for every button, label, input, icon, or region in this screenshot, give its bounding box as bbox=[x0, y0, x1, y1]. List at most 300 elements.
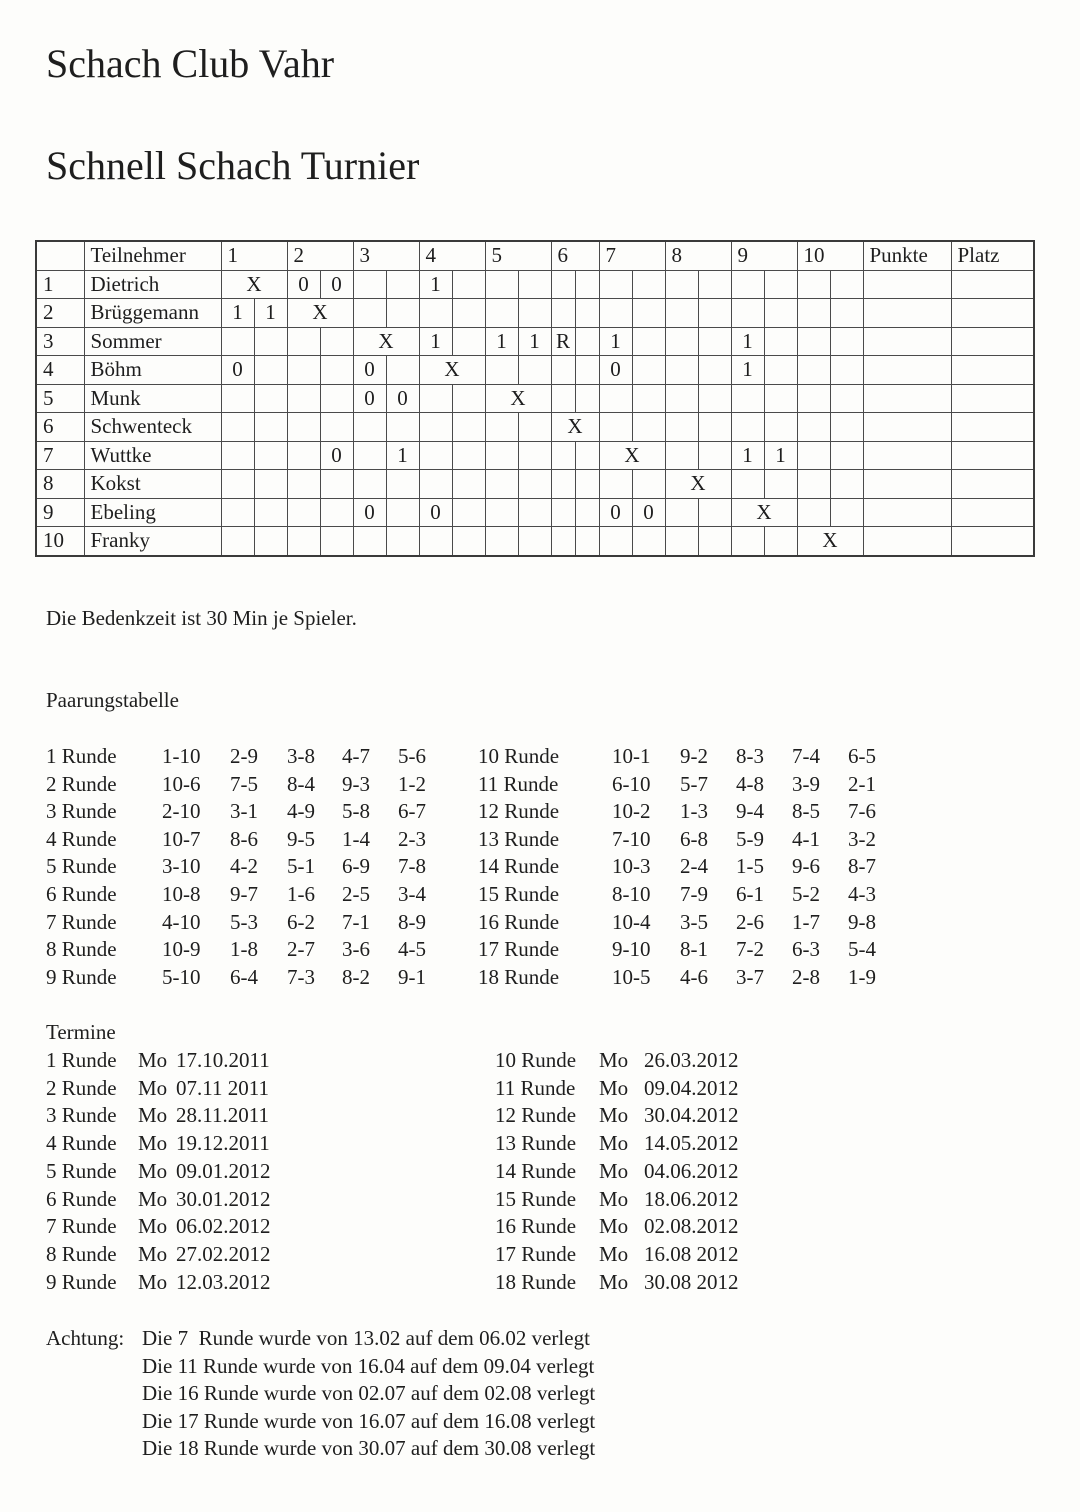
result-cell bbox=[386, 527, 419, 556]
result-cell: 1 bbox=[386, 441, 419, 470]
pairing-round-label: 11 Runde bbox=[478, 771, 559, 796]
schedule-date: 12.03.2012 bbox=[176, 1269, 271, 1294]
result-cell bbox=[320, 327, 353, 356]
result-cell bbox=[386, 299, 419, 328]
pairing-game: 8-3 bbox=[736, 744, 764, 768]
header-blank-cell bbox=[36, 241, 84, 270]
schedule-row bbox=[0, 1187, 1000, 1215]
player-name: Schwenteck bbox=[84, 413, 221, 442]
result-cell bbox=[665, 356, 698, 385]
notice-line: Die 7 Runde wurde von 13.02 auf dem 06.02 verlegt bbox=[142, 1326, 590, 1350]
pairing-game: 7-8 bbox=[398, 854, 426, 879]
result-cell bbox=[221, 498, 254, 527]
result-cell bbox=[632, 327, 665, 356]
pairing-game: 10-8 bbox=[162, 882, 201, 906]
result-cell bbox=[665, 527, 698, 556]
result-cell: 1 bbox=[731, 356, 764, 385]
self-cross-cell: X bbox=[353, 327, 419, 356]
player-name: Franky bbox=[84, 527, 221, 556]
pairing-game: 4-6 bbox=[680, 964, 708, 989]
result-cell bbox=[353, 527, 386, 556]
result-cell bbox=[764, 299, 797, 328]
result-cell bbox=[632, 356, 665, 385]
pairing-game: 3-1 bbox=[230, 799, 258, 824]
result-cell bbox=[797, 441, 830, 470]
points-cell bbox=[863, 470, 951, 499]
result-cell bbox=[797, 470, 830, 499]
result-cell bbox=[830, 441, 863, 470]
result-cell bbox=[698, 270, 731, 299]
result-cell bbox=[518, 441, 551, 470]
result-cell bbox=[575, 441, 599, 470]
pairing-game: 5-6 bbox=[398, 744, 426, 768]
schedule-date: 04.06.2012 bbox=[644, 1158, 739, 1183]
pairing-game: 5-3 bbox=[230, 909, 258, 934]
schedule-row bbox=[0, 1270, 1000, 1298]
self-cross-cell: X bbox=[665, 470, 731, 499]
pairing-row bbox=[0, 937, 1000, 965]
schedule-weekday: Mo bbox=[138, 1186, 168, 1211]
pairing-game: 9-2 bbox=[680, 744, 708, 768]
schedule-weekday: Mo bbox=[599, 1186, 629, 1211]
pairing-game: 7-5 bbox=[230, 771, 258, 796]
player-number: 8 bbox=[36, 470, 84, 499]
result-cell bbox=[830, 413, 863, 442]
schedule-weekday: Mo bbox=[599, 1241, 629, 1266]
pairing-game: 2-1 bbox=[848, 771, 876, 796]
result-cell bbox=[665, 441, 698, 470]
schedule-round: 13 Runde bbox=[495, 1131, 577, 1156]
result-cell bbox=[830, 384, 863, 413]
result-cell bbox=[830, 356, 863, 385]
schedule-weekday: Mo bbox=[599, 1131, 629, 1156]
pairing-game: 7-10 bbox=[612, 826, 651, 851]
schedule-weekday: Mo bbox=[138, 1269, 168, 1294]
result-cell bbox=[254, 498, 287, 527]
schedule-row bbox=[0, 1131, 1000, 1159]
crosstable-row bbox=[36, 356, 1034, 385]
result-cell bbox=[452, 384, 485, 413]
result-cell bbox=[353, 470, 386, 499]
pairing-row bbox=[0, 744, 1000, 772]
result-cell bbox=[575, 498, 599, 527]
pairing-row bbox=[0, 882, 1000, 910]
self-cross-cell: X bbox=[551, 413, 599, 442]
result-cell bbox=[287, 413, 320, 442]
player-name: Kokst bbox=[84, 470, 221, 499]
pairing-game: 6-5 bbox=[848, 744, 876, 768]
result-cell bbox=[731, 299, 764, 328]
result-cell bbox=[599, 413, 632, 442]
result-cell bbox=[386, 356, 419, 385]
result-cell: 0 bbox=[599, 356, 632, 385]
result-cell bbox=[551, 299, 575, 328]
result-cell: 0 bbox=[353, 498, 386, 527]
result-cell bbox=[830, 470, 863, 499]
pairing-game: 7-9 bbox=[680, 882, 708, 906]
pairing-game: 1-2 bbox=[398, 771, 426, 796]
pairing-round-label: 10 Runde bbox=[478, 744, 560, 768]
self-cross-cell: X bbox=[599, 441, 665, 470]
result-cell bbox=[452, 470, 485, 499]
result-cell: 1 bbox=[485, 327, 518, 356]
result-cell bbox=[575, 527, 599, 556]
self-cross-cell: X bbox=[731, 498, 797, 527]
player-name: Böhm bbox=[84, 356, 221, 385]
pairing-game: 3-7 bbox=[736, 964, 764, 989]
schedule-row bbox=[0, 1159, 1000, 1187]
header-opponent-9: 9 bbox=[731, 241, 797, 270]
pairing-game: 10-9 bbox=[162, 937, 201, 962]
crosstable-row bbox=[36, 498, 1034, 527]
pairing-row bbox=[0, 965, 1000, 993]
player-number: 9 bbox=[36, 498, 84, 527]
result-cell bbox=[518, 527, 551, 556]
schedule-round: 9 Runde bbox=[46, 1269, 117, 1294]
result-cell bbox=[221, 327, 254, 356]
result-cell bbox=[797, 413, 830, 442]
schedule-weekday: Mo bbox=[599, 1048, 629, 1072]
self-cross-cell: X bbox=[797, 527, 863, 556]
schedule-round: 7 Runde bbox=[46, 1214, 117, 1239]
pairing-game: 8-10 bbox=[612, 882, 651, 906]
pairing-game: 6-3 bbox=[792, 937, 820, 962]
schedule-weekday: Mo bbox=[599, 1269, 629, 1294]
result-cell bbox=[665, 384, 698, 413]
pairing-game: 1-4 bbox=[342, 826, 370, 851]
result-cell bbox=[830, 299, 863, 328]
result-cell bbox=[353, 299, 386, 328]
result-cell: 0 bbox=[419, 498, 452, 527]
result-cell bbox=[797, 498, 830, 527]
pairing-round-label: 1 Runde bbox=[46, 744, 117, 768]
pairing-game: 3-9 bbox=[792, 771, 820, 796]
result-cell bbox=[797, 356, 830, 385]
result-cell bbox=[575, 470, 599, 499]
place-cell bbox=[951, 384, 1034, 413]
result-cell bbox=[698, 498, 731, 527]
pairing-game: 5-10 bbox=[162, 964, 201, 989]
schedule-round: 17 Runde bbox=[495, 1241, 577, 1266]
points-cell bbox=[863, 299, 951, 328]
pairing-round-label: 17 Runde bbox=[478, 937, 560, 962]
result-cell bbox=[632, 527, 665, 556]
result-cell: 1 bbox=[731, 441, 764, 470]
result-cell: 1 bbox=[518, 327, 551, 356]
result-cell bbox=[287, 441, 320, 470]
result-cell: 1 bbox=[419, 270, 452, 299]
result-cell bbox=[221, 413, 254, 442]
place-cell bbox=[951, 356, 1034, 385]
result-cell bbox=[830, 498, 863, 527]
schedule-weekday: Mo bbox=[138, 1158, 168, 1183]
result-cell bbox=[632, 413, 665, 442]
pairing-game: 1-10 bbox=[162, 744, 201, 768]
result-cell bbox=[599, 527, 632, 556]
schedule-weekday: Mo bbox=[138, 1103, 168, 1128]
result-cell: 1 bbox=[419, 327, 452, 356]
pairing-game: 3-6 bbox=[342, 937, 370, 962]
result-cell bbox=[830, 270, 863, 299]
pairing-game: 5-8 bbox=[342, 799, 370, 824]
player-number: 3 bbox=[36, 327, 84, 356]
result-cell bbox=[731, 470, 764, 499]
result-cell bbox=[452, 527, 485, 556]
result-cell bbox=[452, 299, 485, 328]
pairing-round-label: 3 Runde bbox=[46, 799, 117, 824]
player-name: Dietrich bbox=[84, 270, 221, 299]
pairing-game: 2-3 bbox=[398, 826, 426, 851]
schedule-date: 06.02.2012 bbox=[176, 1214, 271, 1239]
crosstable-row bbox=[36, 527, 1034, 556]
result-cell bbox=[221, 470, 254, 499]
self-cross-cell: X bbox=[419, 356, 485, 385]
pairings-heading: Paarungstabelle bbox=[46, 688, 179, 712]
pairing-round-label: 14 Runde bbox=[478, 854, 560, 879]
pairing-row bbox=[0, 854, 1000, 882]
pairing-game: 6-10 bbox=[612, 771, 651, 796]
schedule-weekday: Mo bbox=[599, 1158, 629, 1183]
header-opponent-8: 8 bbox=[665, 241, 731, 270]
result-cell bbox=[731, 384, 764, 413]
result-cell bbox=[764, 527, 797, 556]
pairing-round-label: 4 Runde bbox=[46, 826, 117, 851]
pairing-game: 9-10 bbox=[612, 937, 651, 962]
pairing-game: 5-7 bbox=[680, 771, 708, 796]
pairing-round-label: 9 Runde bbox=[46, 964, 117, 989]
header-participant: Teilnehmer bbox=[84, 241, 221, 270]
result-cell bbox=[419, 384, 452, 413]
schedule-date: 07.11 2011 bbox=[176, 1075, 269, 1100]
self-cross-cell: X bbox=[485, 384, 551, 413]
result-cell bbox=[764, 270, 797, 299]
crosstable-row bbox=[36, 413, 1034, 442]
pairing-game: 7-3 bbox=[287, 964, 315, 989]
pairing-row bbox=[0, 799, 1000, 827]
pairing-game: 6-2 bbox=[287, 909, 315, 934]
schedule-date: 28.11.2011 bbox=[176, 1103, 269, 1128]
schedule-date: 09.04.2012 bbox=[644, 1075, 739, 1100]
result-cell bbox=[320, 498, 353, 527]
pairing-game: 4-7 bbox=[342, 744, 370, 768]
pairing-game: 2-10 bbox=[162, 799, 201, 824]
schedule-date: 26.03.2012 bbox=[644, 1048, 739, 1072]
pairing-game: 10-1 bbox=[612, 744, 651, 768]
pairing-game: 3-5 bbox=[680, 909, 708, 934]
pairing-game: 1-8 bbox=[230, 937, 258, 962]
player-name: Munk bbox=[84, 384, 221, 413]
result-cell bbox=[518, 498, 551, 527]
result-cell bbox=[698, 413, 731, 442]
result-cell bbox=[254, 413, 287, 442]
result-cell bbox=[551, 384, 575, 413]
pairing-game: 9-7 bbox=[230, 882, 258, 906]
header-opponent-4: 4 bbox=[419, 241, 485, 270]
place-cell bbox=[951, 413, 1034, 442]
header-opponent-7: 7 bbox=[599, 241, 665, 270]
result-cell bbox=[419, 413, 452, 442]
result-cell bbox=[575, 270, 599, 299]
place-cell bbox=[951, 527, 1034, 556]
pairing-row bbox=[0, 827, 1000, 855]
result-cell: 1 bbox=[221, 299, 254, 328]
pairing-game: 2-9 bbox=[230, 744, 258, 768]
pairing-round-label: 7 Runde bbox=[46, 909, 117, 934]
crosstable bbox=[35, 240, 1035, 557]
result-cell bbox=[551, 270, 575, 299]
pairing-game: 5-4 bbox=[848, 937, 876, 962]
result-cell bbox=[254, 470, 287, 499]
result-cell bbox=[518, 470, 551, 499]
self-cross-cell: X bbox=[221, 270, 287, 299]
points-cell bbox=[863, 327, 951, 356]
pairing-game: 5-9 bbox=[736, 826, 764, 851]
pairing-round-label: 12 Runde bbox=[478, 799, 560, 824]
pairing-game: 7-6 bbox=[848, 799, 876, 824]
schedule-round: 12 Runde bbox=[495, 1103, 577, 1128]
header-opponent-1: 1 bbox=[221, 241, 287, 270]
result-cell: R bbox=[551, 327, 575, 356]
result-cell bbox=[698, 356, 731, 385]
result-cell bbox=[551, 441, 575, 470]
result-cell bbox=[452, 270, 485, 299]
pairing-game: 10-6 bbox=[162, 771, 201, 796]
result-cell bbox=[254, 356, 287, 385]
result-cell: 0 bbox=[599, 498, 632, 527]
notice-line: Die 18 Runde wurde von 30.07 auf dem 30.08 verlegt bbox=[142, 1436, 596, 1461]
points-cell bbox=[863, 498, 951, 527]
schedule-weekday: Mo bbox=[599, 1075, 629, 1100]
result-cell bbox=[452, 441, 485, 470]
result-cell bbox=[353, 413, 386, 442]
schedule-date: 19.12.2011 bbox=[176, 1131, 270, 1156]
result-cell bbox=[320, 413, 353, 442]
place-cell bbox=[951, 498, 1034, 527]
result-cell bbox=[764, 356, 797, 385]
result-cell bbox=[287, 470, 320, 499]
result-cell bbox=[575, 299, 599, 328]
crosstable-row bbox=[36, 384, 1034, 413]
player-number: 2 bbox=[36, 299, 84, 328]
result-cell bbox=[698, 527, 731, 556]
result-cell bbox=[551, 470, 575, 499]
result-cell bbox=[764, 413, 797, 442]
result-cell bbox=[485, 299, 518, 328]
pairing-round-label: 8 Runde bbox=[46, 937, 117, 962]
pairing-round-label: 5 Runde bbox=[46, 854, 117, 879]
player-number: 1 bbox=[36, 270, 84, 299]
result-cell bbox=[518, 270, 551, 299]
schedule-round: 14 Runde bbox=[495, 1158, 577, 1183]
header-opponent-5: 5 bbox=[485, 241, 551, 270]
result-cell bbox=[452, 413, 485, 442]
schedule-date: 02.08.2012 bbox=[644, 1214, 739, 1239]
result-cell bbox=[797, 327, 830, 356]
pairing-round-label: 16 Runde bbox=[478, 909, 560, 934]
points-cell bbox=[863, 356, 951, 385]
result-cell bbox=[632, 470, 665, 499]
result-cell bbox=[221, 384, 254, 413]
pairing-game: 9-4 bbox=[736, 799, 764, 824]
schedule-weekday: Mo bbox=[138, 1048, 168, 1072]
crosstable-row bbox=[36, 327, 1034, 356]
result-cell bbox=[485, 441, 518, 470]
schedule-row bbox=[0, 1103, 1000, 1131]
result-cell bbox=[830, 327, 863, 356]
schedule-round: 4 Runde bbox=[46, 1131, 117, 1156]
pairing-game: 5-2 bbox=[792, 882, 820, 906]
notice-line: Die 16 Runde wurde von 02.07 auf dem 02.08 verlegt bbox=[142, 1381, 596, 1406]
result-cell bbox=[353, 441, 386, 470]
schedule-round: 5 Runde bbox=[46, 1158, 117, 1183]
pairing-game: 2-4 bbox=[680, 854, 708, 879]
schedule-round: 6 Runde bbox=[46, 1186, 117, 1211]
result-cell: 0 bbox=[221, 356, 254, 385]
points-cell bbox=[863, 527, 951, 556]
pairing-game: 6-7 bbox=[398, 799, 426, 824]
tournament-title: Schnell Schach Turnier bbox=[46, 143, 420, 188]
result-cell bbox=[386, 270, 419, 299]
schedule-weekday: Mo bbox=[599, 1103, 629, 1128]
result-cell bbox=[797, 270, 830, 299]
result-cell bbox=[518, 299, 551, 328]
player-name: Brüggemann bbox=[84, 299, 221, 328]
pairing-game: 9-8 bbox=[848, 909, 876, 934]
result-cell bbox=[320, 384, 353, 413]
result-cell bbox=[599, 299, 632, 328]
schedule-row bbox=[0, 1076, 1000, 1104]
schedule-round: 15 Runde bbox=[495, 1186, 577, 1211]
pairing-game: 4-2 bbox=[230, 854, 258, 879]
result-cell bbox=[254, 527, 287, 556]
schedule-round: 1 Runde bbox=[46, 1048, 117, 1072]
result-cell bbox=[575, 356, 599, 385]
schedule-round: 10 Runde bbox=[495, 1048, 577, 1072]
pairing-game: 8-6 bbox=[230, 826, 258, 851]
pairing-game: 1-9 bbox=[848, 964, 876, 989]
result-cell bbox=[287, 384, 320, 413]
schedule-date: 14.05.2012 bbox=[644, 1131, 739, 1156]
schedule-row bbox=[0, 1048, 1000, 1076]
points-cell bbox=[863, 441, 951, 470]
schedule-weekday: Mo bbox=[138, 1075, 168, 1100]
header-place: Platz bbox=[951, 241, 1034, 270]
header-points: Punkte bbox=[863, 241, 951, 270]
schedule-date: 30.01.2012 bbox=[176, 1186, 271, 1211]
pairing-game: 6-8 bbox=[680, 826, 708, 851]
schedule-date: 18.06.2012 bbox=[644, 1186, 739, 1211]
result-cell bbox=[419, 299, 452, 328]
result-cell bbox=[632, 384, 665, 413]
schedule-date: 17.10.2011 bbox=[176, 1048, 270, 1072]
notice-line: Die 11 Runde wurde von 16.04 auf dem 09.04 verlegt bbox=[142, 1353, 595, 1378]
pairing-game: 9-6 bbox=[792, 854, 820, 879]
schedule-date: 30.04.2012 bbox=[644, 1103, 739, 1128]
pairing-game: 5-1 bbox=[287, 854, 315, 879]
result-cell bbox=[764, 327, 797, 356]
schedule-heading: Termine bbox=[46, 1020, 116, 1044]
notice-line: Die 17 Runde wurde von 16.07 auf dem 16.08 verlegt bbox=[142, 1408, 596, 1433]
pairing-game: 3-4 bbox=[398, 882, 426, 906]
result-cell bbox=[731, 270, 764, 299]
result-cell: 0 bbox=[632, 498, 665, 527]
result-cell bbox=[386, 413, 419, 442]
points-cell bbox=[863, 413, 951, 442]
pairing-game: 1-7 bbox=[792, 909, 820, 934]
result-cell bbox=[551, 356, 575, 385]
place-cell bbox=[951, 441, 1034, 470]
pairing-round-label: 6 Runde bbox=[46, 882, 117, 906]
